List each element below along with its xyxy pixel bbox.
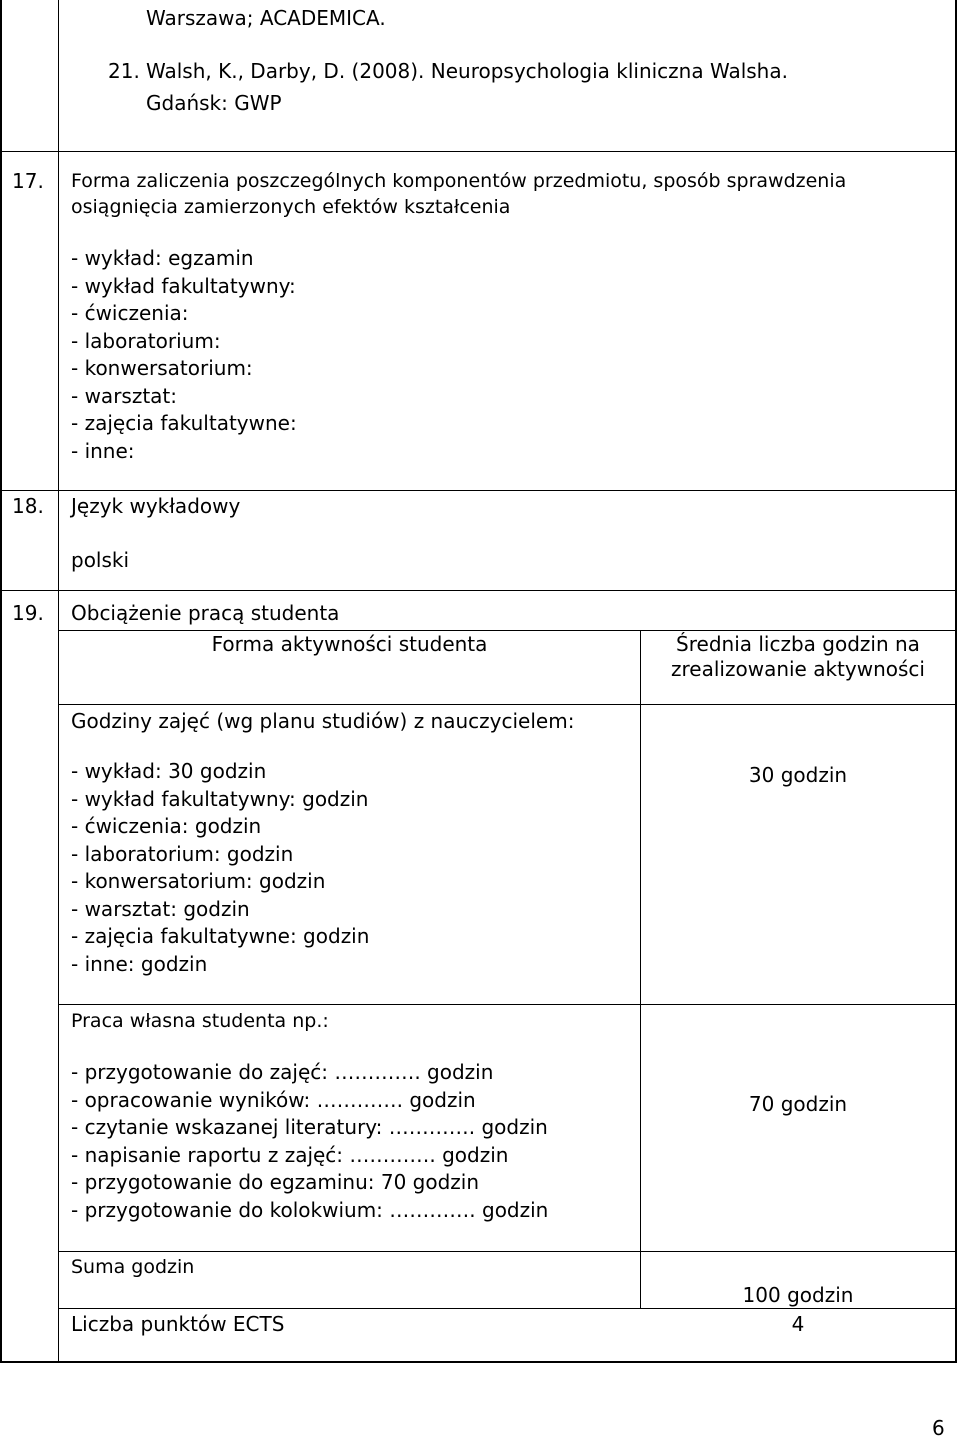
block2-items bbox=[71, 1059, 548, 1224]
s17-item: - konwersatorium: bbox=[71, 356, 253, 380]
row-divider-19 bbox=[0, 590, 957, 591]
s17-item: - ćwiczenia: bbox=[71, 301, 189, 325]
block1-item: - wykład: 30 godzin bbox=[71, 759, 267, 783]
row-divider-17 bbox=[0, 151, 957, 152]
section-17-title-line1: Forma zaliczenia poszczególnych komponentów przedmiotu, sposób sprawdzenia bbox=[71, 170, 847, 192]
block1-item: - laboratorium: godzin bbox=[71, 841, 294, 866]
block1-title: Godziny zajęć (wg planu studiów) z nauczycielem: bbox=[71, 709, 575, 733]
s17-item: - warsztat: bbox=[71, 383, 178, 408]
section-18-number: 18. bbox=[12, 494, 44, 518]
row-divider-18 bbox=[0, 490, 957, 491]
ects-value: 4 bbox=[791, 1312, 805, 1336]
block1-item: - wykład fakultatywny: godzin bbox=[71, 786, 369, 811]
block1-item: - zajęcia fakultatywne: godzin bbox=[71, 924, 370, 948]
block2-title: Praca własna studenta np.: bbox=[71, 1010, 329, 1032]
block1-item: - warsztat: godzin bbox=[71, 896, 250, 921]
section-17-title-line2: osiągnięcia zamierzonych efektów kształcenia bbox=[71, 196, 511, 218]
s17-item: - wykład fakultatywny: bbox=[71, 273, 296, 298]
block2-item: - czytanie wskazanej literatury: …………. godzin bbox=[71, 1115, 548, 1139]
workload-line-1 bbox=[59, 630, 955, 631]
workload-col2-header bbox=[641, 632, 955, 682]
block1-item: - ćwiczenia: godzin bbox=[71, 814, 262, 838]
block2-hours: 70 godzin bbox=[748, 1092, 848, 1116]
block1-items bbox=[71, 758, 369, 978]
block1-item: - konwersatorium: godzin bbox=[71, 869, 326, 893]
outer-border-left bbox=[0, 0, 2, 1363]
block2-item: - przygotowanie do zajęć: …………. godzin bbox=[71, 1060, 494, 1084]
workload-line-4 bbox=[59, 1251, 955, 1252]
page-number: 6 bbox=[932, 1416, 945, 1440]
block2-item: - przygotowanie do kolokwium: …………. godzin bbox=[71, 1197, 549, 1222]
workload-line-3 bbox=[59, 1004, 955, 1005]
section-18-value: polski bbox=[71, 548, 130, 572]
col2-header-line2: zrealizowanie aktywności bbox=[671, 657, 925, 681]
s17-item: - inne: bbox=[71, 438, 135, 463]
block2-item: - przygotowanie do egzaminu: 70 godzin bbox=[71, 1170, 480, 1194]
outer-border-bottom bbox=[0, 1361, 957, 1363]
s17-item: - laboratorium: bbox=[71, 328, 221, 353]
ref-line-1: Warszawa; ACADEMICA. bbox=[146, 6, 386, 30]
s17-item: - wykład: egzamin bbox=[71, 246, 254, 270]
block2-item: - napisanie raportu z zajęć: …………. godzin bbox=[71, 1142, 509, 1167]
ects-label: Liczba punktów ECTS bbox=[71, 1312, 285, 1336]
workload-line-2 bbox=[59, 704, 955, 705]
ref-item-number: 21. bbox=[108, 59, 140, 83]
sum-value: 100 godzin bbox=[742, 1283, 854, 1307]
section-19-title: Obciążenie pracą studenta bbox=[71, 601, 340, 625]
workload-col1-header: Forma aktywności studenta bbox=[211, 632, 488, 656]
col2-header-line1: Średnia liczba godzin na bbox=[676, 632, 920, 656]
workload-line-5 bbox=[59, 1308, 955, 1309]
block1-item: - inne: godzin bbox=[71, 951, 208, 976]
s17-item: - zajęcia fakultatywne: bbox=[71, 411, 297, 435]
section-19-number: 19. bbox=[12, 601, 44, 625]
workload-col-divider bbox=[640, 630, 641, 1308]
sum-label: Suma godzin bbox=[71, 1256, 195, 1278]
block1-hours: 30 godzin bbox=[748, 763, 848, 787]
section-18-title: Język wykładowy bbox=[71, 494, 241, 518]
column-divider bbox=[58, 0, 59, 1363]
section-17-number: 17. bbox=[12, 169, 44, 193]
outer-border-right bbox=[955, 0, 957, 1363]
block2-item: - opracowanie wyników: …………. godzin bbox=[71, 1087, 476, 1112]
ref-line-3: Gdańsk: GWP bbox=[146, 91, 282, 115]
ref-item-text: Walsh, K., Darby, D. (2008). Neuropsychologia kliniczna Walsha. bbox=[146, 59, 788, 83]
section-17-items bbox=[71, 245, 297, 465]
